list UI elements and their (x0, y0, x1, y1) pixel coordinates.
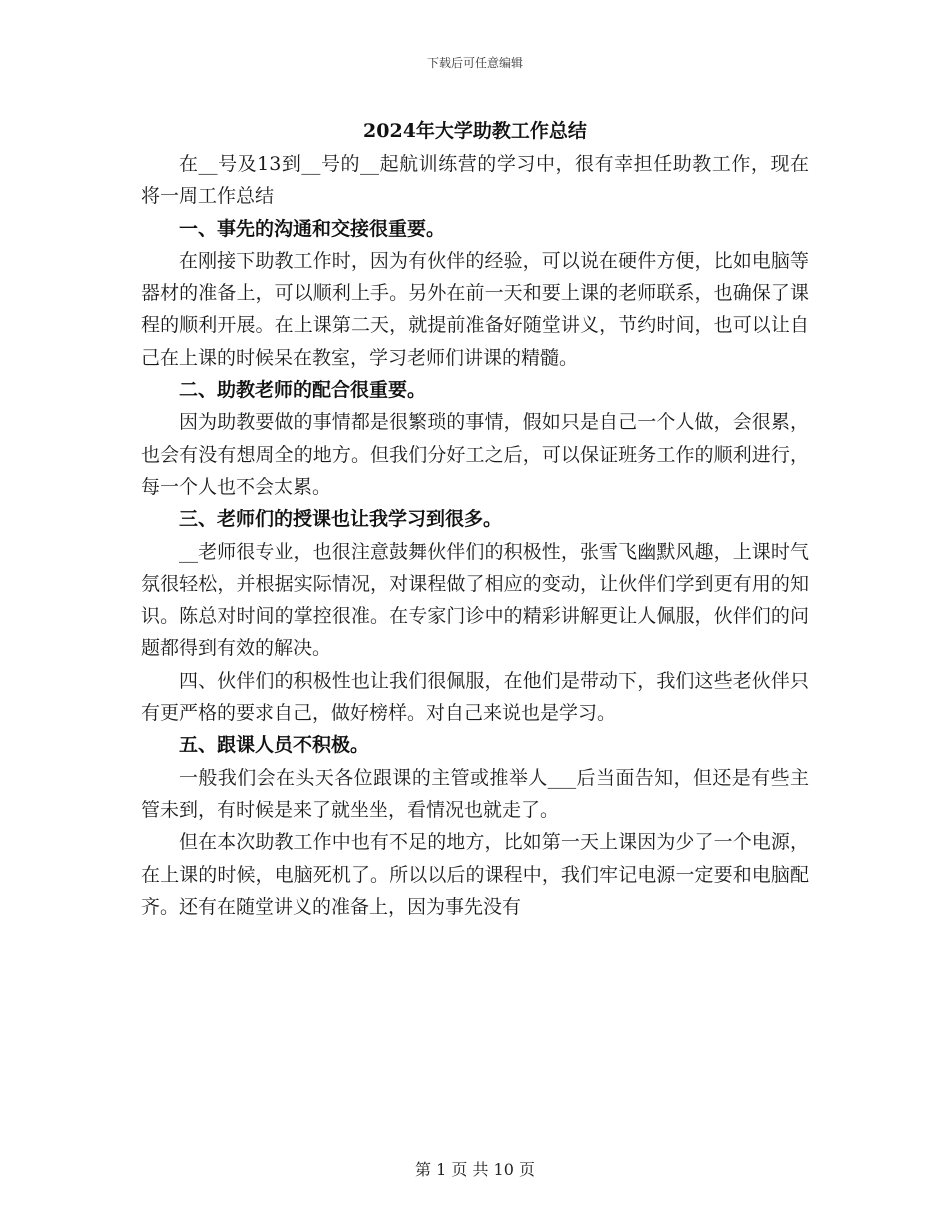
section-paragraph-3: __老师很专业，也很注意鼓舞伙伴们的积极性，张雪飞幽默风趣，上课时气氛很轻松，并根据实际情况，对课程做了相应的变动，让伙伴们学到更有用的知识。陈总对时间的掌控很准。在专家门诊中的精彩讲解更让人佩服，伙伴们的问题都得到有效的解决。 (141, 540, 809, 660)
section-heading-5: 五、跟课人员不积极。 (179, 734, 370, 757)
document-body (141, 148, 809, 923)
section-heading-2: 二、助教老师的配合很重要。 (179, 379, 427, 402)
intro-paragraph: 在__号及13到__号的__起航训练营的学习中，很有幸担任助教工作，现在将一周工作总结 (141, 153, 809, 208)
section-paragraph-2: 因为助教要做的事情都是很繁琐的事情，假如只是自己一个人做，会很累，也会有没有想周全的地方。但我们分好工之后，可以保证班务工作的顺利进行，每一个人也不会太累。 (141, 411, 809, 498)
page-header-note: 下载后可任意编辑 (426, 56, 523, 70)
section-heading-3: 三、老师们的授课也让我学习到很多。 (179, 508, 503, 531)
section-paragraph-5: 一般我们会在头天各位跟课的主管或推举人___后当面告知，但还是有些主管未到，有时候是来了就坐坐，看情况也就走了。 (141, 766, 809, 821)
section-heading-1: 一、事先的沟通和交接很重要。 (179, 217, 446, 240)
section-paragraph-4: 四、伙伴们的积极性也让我们很佩服，在他们是带动下，我们这些老伙伴只有更严格的要求自己，做好榜样。对自己来说也是学习。 (141, 669, 809, 725)
section-paragraph-1: 在刚接下助教工作时，因为有伙伴的经验，可以说在硬件方便，比如电脑等器材的准备上，可以顺利上手。另外在前一天和要上课的老师联系，也确保了课程的顺利开展。在上课第二天，就提前准备好随堂讲义，节约时间，也可以让自己在上课的时候呆在教室，学习老师们讲课的精髓。 (141, 249, 809, 369)
shortcomings-paragraph: 但在本次助教工作中也有不足的地方，比如第一天上课因为少了一个电源，在上课的时候，电脑死机了。所以以后的课程中，我们牢记电源一定要和电脑配齐。还有在随堂讲义的准备上，因为事先没有 (141, 831, 809, 918)
document-title: 2024年大学助教工作总结 (363, 120, 587, 142)
page-number: 第 1 页 共 10 页 (415, 1160, 535, 1179)
